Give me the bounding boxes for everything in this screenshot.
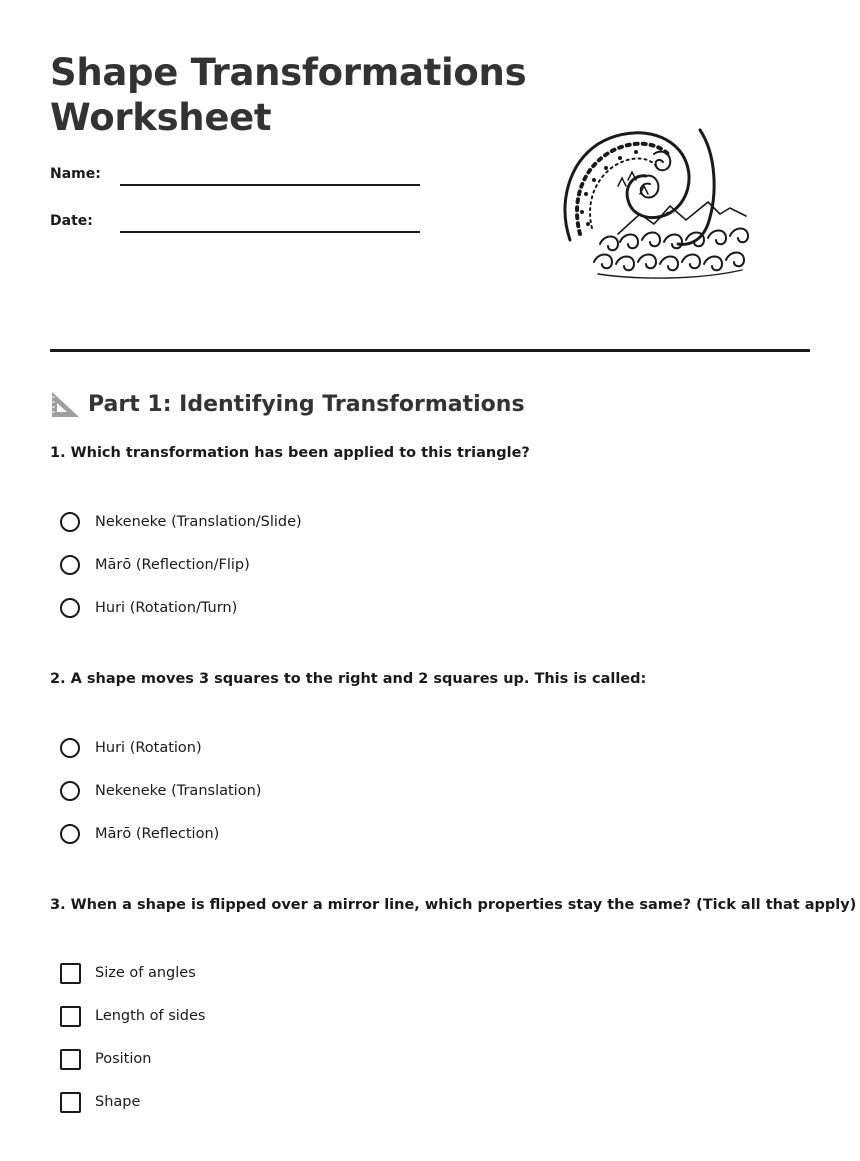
- radio-button[interactable]: [60, 555, 80, 575]
- radio-button[interactable]: [60, 738, 80, 758]
- option-label: Length of sides: [95, 1008, 206, 1024]
- checkbox[interactable]: [60, 1006, 81, 1027]
- date-label: Date:: [50, 213, 93, 229]
- koru-wave-illustration: [558, 124, 758, 282]
- part1-title: Part 1: Identifying Transformations: [88, 391, 525, 417]
- radio-button[interactable]: [60, 598, 80, 618]
- q1-option-translation[interactable]: [60, 509, 302, 535]
- option-label: Mārō (Reflection): [95, 826, 220, 842]
- radio-button[interactable]: [60, 824, 80, 844]
- name-write-line[interactable]: [120, 184, 420, 186]
- option-label: Mārō (Reflection/Flip): [95, 557, 250, 573]
- option-label: Huri (Rotation): [95, 740, 202, 756]
- date-write-line[interactable]: [120, 231, 420, 233]
- q3-option-shape[interactable]: [60, 1089, 140, 1115]
- name-field: [50, 166, 430, 190]
- option-label: Huri (Rotation/Turn): [95, 600, 238, 616]
- option-label: Nekeneke (Translation/Slide): [95, 514, 302, 530]
- question-2-text: 2. A shape moves 3 squares to the right and 2 squares up. This is called:: [50, 671, 647, 687]
- q2-option-rotation[interactable]: [60, 735, 202, 761]
- option-label: Size of angles: [95, 965, 196, 981]
- radio-button[interactable]: [60, 512, 80, 532]
- q3-option-length-of-sides[interactable]: [60, 1003, 205, 1029]
- name-label: Name:: [50, 166, 101, 182]
- date-field: [50, 213, 430, 237]
- checkbox[interactable]: [60, 1049, 81, 1070]
- part1-heading: [50, 386, 525, 422]
- q3-option-size-of-angles[interactable]: [60, 960, 196, 986]
- q2-option-reflection[interactable]: [60, 821, 219, 847]
- question-1-text: 1. Which transformation has been applied to this triangle?: [50, 445, 530, 461]
- q2-option-translation[interactable]: [60, 778, 261, 804]
- worksheet-title: Shape Transformations Worksheet: [50, 51, 527, 139]
- q1-option-rotation[interactable]: [60, 595, 237, 621]
- option-label: Shape: [95, 1094, 141, 1110]
- question-3-text: 3. When a shape is flipped over a mirror line, which properties stay the same? (Tick all that apply): [50, 897, 857, 913]
- checkbox[interactable]: [60, 963, 81, 984]
- option-label: Nekeneke (Translation): [95, 783, 262, 799]
- option-label: Position: [95, 1051, 152, 1067]
- checkbox[interactable]: [60, 1092, 81, 1113]
- q1-option-reflection[interactable]: [60, 552, 250, 578]
- header-divider: [50, 349, 810, 352]
- set-square-icon: [50, 389, 80, 419]
- radio-button[interactable]: [60, 781, 80, 801]
- q3-option-position[interactable]: [60, 1046, 151, 1072]
